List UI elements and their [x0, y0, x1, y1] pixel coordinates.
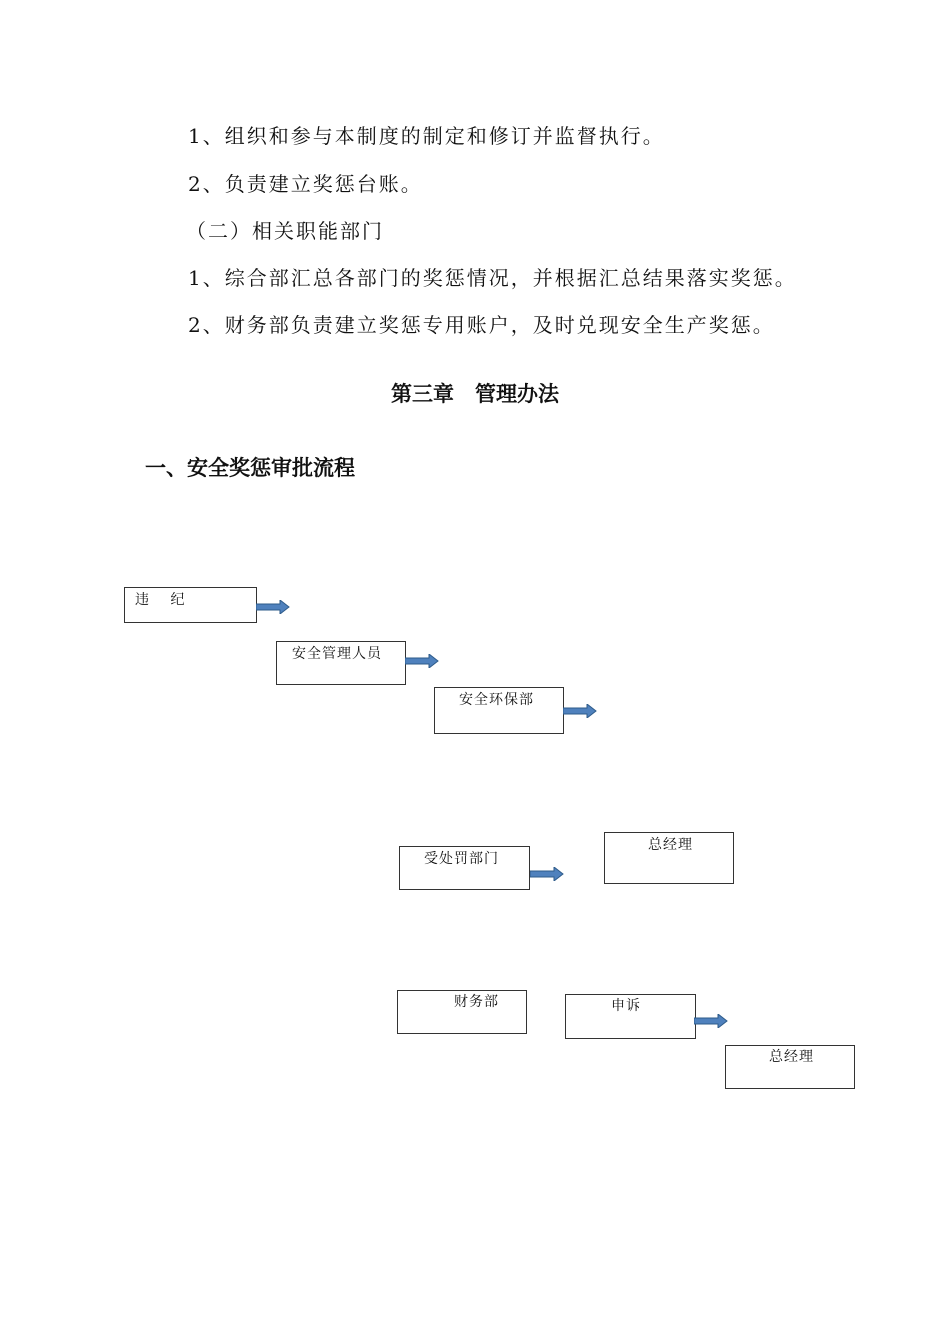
right-arrow-icon [256, 600, 290, 614]
chapter-title: 第三章 管理办法 [391, 382, 559, 406]
flow-box-general-manager-1-label: 总经理 [648, 837, 693, 853]
flow-box-safety-manager [276, 641, 406, 685]
right-arrow-icon [694, 1014, 728, 1028]
flow-box-general-manager-2-label: 总经理 [769, 1049, 814, 1065]
flow-box-general-manager-2 [725, 1045, 855, 1089]
section-title: 一、安全奖惩审批流程 [145, 456, 355, 480]
flow-box-appeal [565, 994, 696, 1039]
flow-box-violation [124, 587, 257, 623]
right-arrow-icon [563, 704, 597, 718]
flow-box-safety-env-dept [434, 687, 564, 734]
flow-box-general-manager-1 [604, 832, 734, 884]
right-arrow-icon [405, 654, 439, 668]
flow-box-penalized-dept-label: 受处罚部门 [424, 851, 499, 867]
paragraph-4: 1、综合部汇总各部门的奖惩情况，并根据汇总结果落实奖惩。 [188, 266, 797, 290]
paragraph-3: （二）相关职能部门 [186, 219, 384, 243]
flow-box-penalized-dept [399, 846, 530, 890]
right-arrow-icon [530, 867, 564, 881]
flow-box-appeal-label: 申诉 [611, 998, 641, 1014]
flow-box-finance-dept [397, 990, 527, 1034]
paragraph-1: 1、组织和参与本制度的制定和修订并监督执行。 [188, 124, 665, 148]
flow-box-finance-dept-label: 财务部 [454, 994, 499, 1010]
flow-box-violation-label: 违 纪 [135, 592, 186, 608]
paragraph-2: 2、负责建立奖惩台账。 [188, 172, 423, 196]
paragraph-5: 2、财务部负责建立奖惩专用账户，及时兑现安全生产奖惩。 [188, 313, 775, 337]
flow-box-safety-env-dept-label: 安全环保部 [459, 692, 534, 708]
flow-box-safety-manager-label: 安全管理人员 [292, 646, 382, 662]
